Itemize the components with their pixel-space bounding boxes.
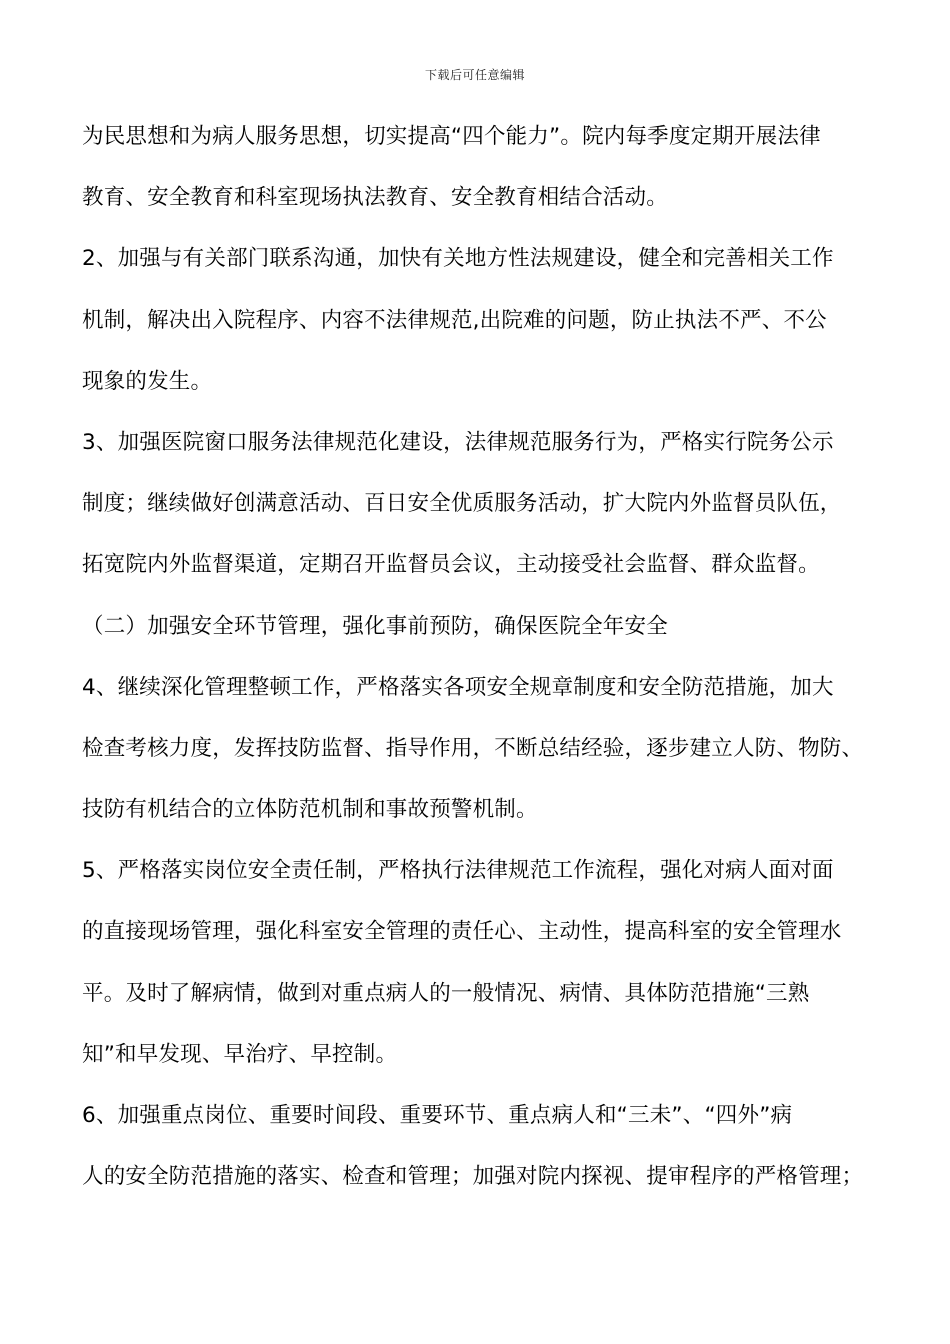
text-line: 技防有机结合的立体防范机制和事故预警机制。 (82, 797, 538, 823)
page-header-note: 下载后可任意编辑 (424, 68, 525, 82)
text-line: 5、严格落实岗位安全责任制，严格执行法律规范工作流程，强化对病人面对面 (82, 858, 834, 884)
section-heading: （二）加强安全环节管理，强化事前预防，确保医院全年安全 (82, 613, 668, 639)
text-line: 3、加强医院窗口服务法律规范化建设，法律规范服务行为，严格实行院务公示 (82, 429, 834, 455)
text-line: 检查考核力度，发挥技防监督、指导作用，不断总结经验，逐步建立人防、物防、 (82, 735, 864, 761)
text-line: 拓宽院内外监督渠道，定期召开监督员会议，主动接受社会监督、群众监督。 (82, 552, 820, 578)
text-line: 为民思想和为病人服务思想，切实提高“四个能力”。院内每季度定期开展法律 (82, 124, 821, 149)
text-line: 平。及时了解病情，做到对重点病人的一般情况、病情、具体防范措施“三熟 (82, 980, 810, 1006)
text-line: 6、加强重点岗位、重要时间段、重要环节、重点病人和“三未”、“四外”病 (82, 1103, 793, 1128)
text-line: 知”和早发现、早治疗、早控制。 (82, 1041, 398, 1067)
text-line: 4、继续深化管理整顿工作，严格落实各项安全规章制度和安全防范措施，加大 (82, 674, 834, 700)
text-line: 机制，解决出入院程序、内容不法律规范,出院难的问题，防止执法不严、不公 (82, 307, 827, 333)
text-line: 教育、安全教育和科室现场执法教育、安全教育相结合活动。 (82, 185, 668, 211)
text-line: 的直接现场管理，强化科室安全管理的责任心、主动性，提高科室的安全管理水 (82, 919, 842, 945)
document-body (82, 106, 882, 1207)
text-line: 人的安全防范措施的落实、检查和管理；加强对院内探视、提审程序的严格管理； (82, 1164, 864, 1190)
text-line: 2、加强与有关部门联系沟通，加快有关地方性法规建设，健全和完善相关工作 (82, 246, 834, 272)
text-line: 现象的发生。 (82, 368, 213, 394)
text-line: 制度；继续做好创满意活动、百日安全优质服务活动，扩大院内外监督员队伍， (82, 491, 842, 517)
